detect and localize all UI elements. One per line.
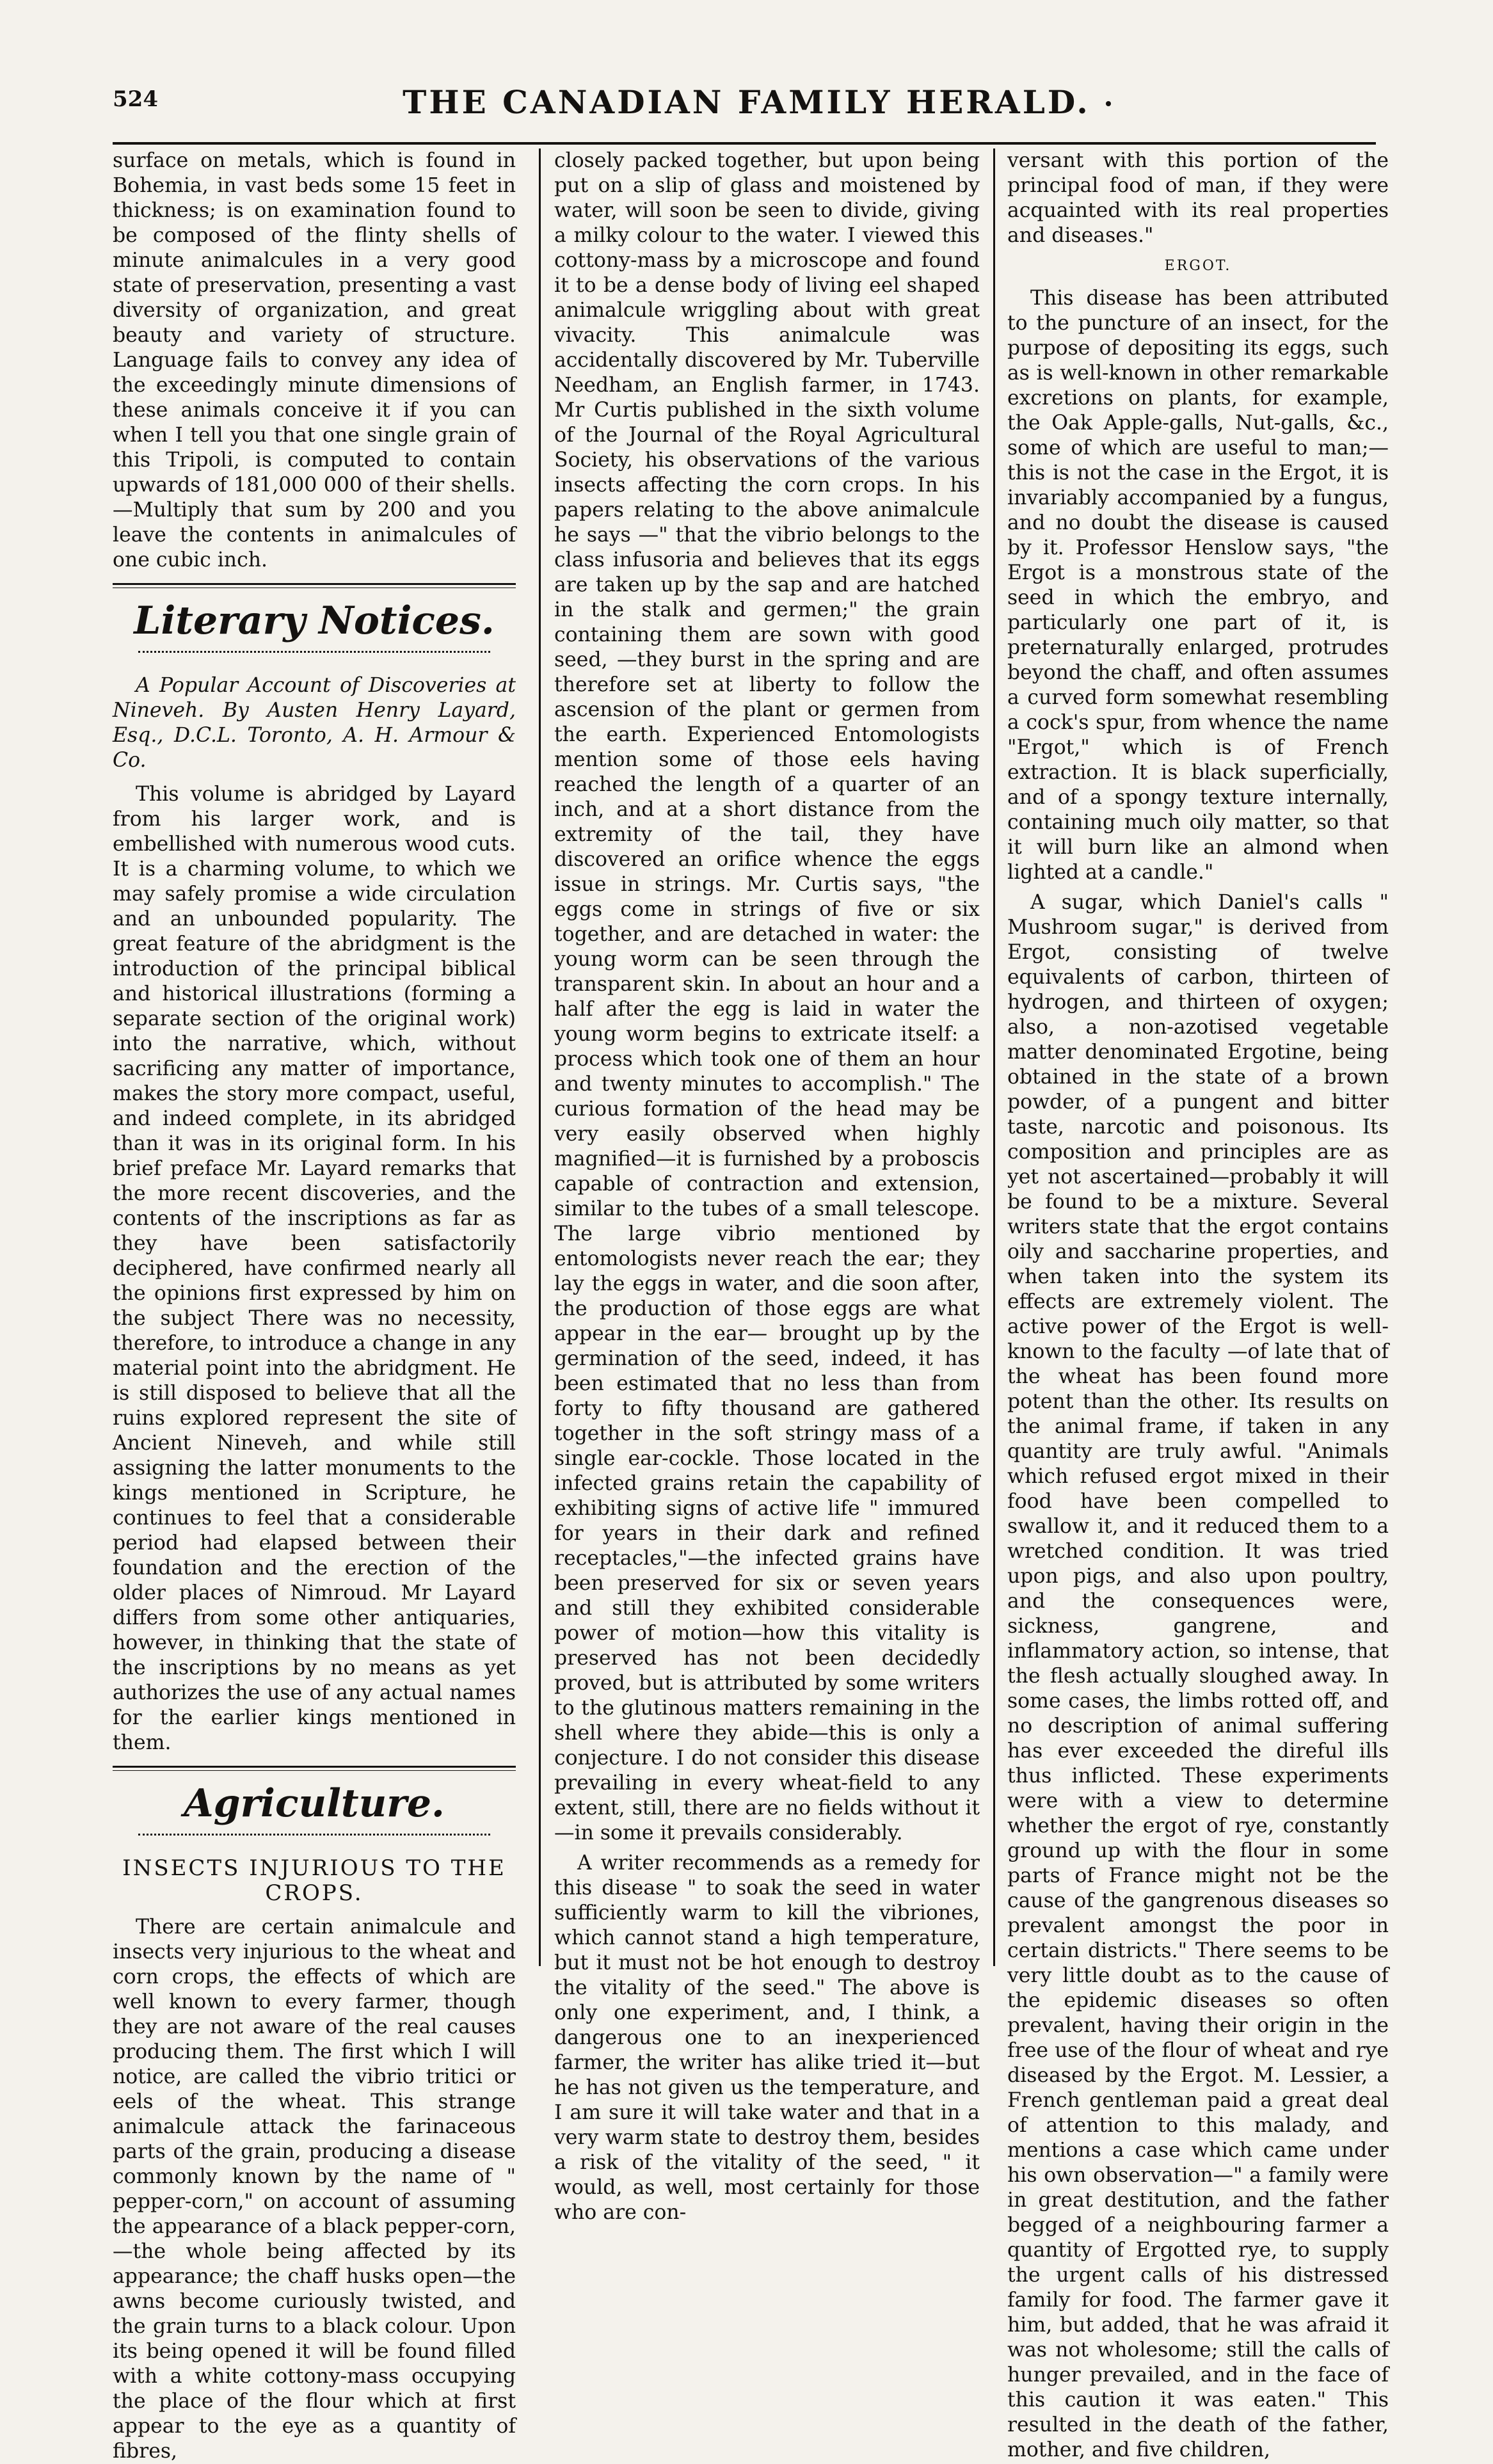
section-title-agriculture: Agriculture.: [184, 1781, 445, 1826]
ergot-heading: ERGOT.: [1164, 258, 1232, 274]
notice-title: A Popular Account of Discoveries at Nineveh. By Austen Henry Layard, Esq., D.C.L. Toronto, A. H. Armour & Co.: [113, 674, 516, 772]
section-divider: [113, 583, 516, 588]
paragraph-versant: versant with this portion of the principal food of man, if they were acquainted with its real properties and diseases.": [1007, 149, 1389, 247]
ornamental-rule: [138, 1834, 490, 1842]
article-title: INSECTS INJURIOUS TO THE CROPS.: [122, 1855, 506, 1906]
header-rule: [113, 142, 1376, 145]
masthead: THE CANADIAN FAMILY HERALD.: [403, 83, 1090, 121]
column-1: [113, 148, 516, 2463]
paragraph-remedy: A writer recommends as a remedy for this disease " to soak the seed in water sufficiently warm to kill the vibriones, which cannot stand a high temperature, but it must not be hot enough to destroy the vitality of the seed." The above is only one experiment, and, I think, a dangerous one to an inexperienced farmer, the writer has alike tried it—but he has not given us the temperature, and I am sure it will take water and that in a very warm state to destroy them, besides a risk of the vitality of the seed, " it would, as well, most certainly for those who are con-: [554, 1852, 980, 2224]
column-3: [1007, 148, 1389, 2461]
paragraph-cottony-mass: closely packed together, but upon being put on a slip of glass and moistened by water, will soon be seen to divide, giving a milky colour to the water. I viewed this cottony-mass by a microscope and found it to be a dense body of living eel shaped animalcule wriggling about with great vivacity. This animalcule was accidentally discovered by Mr. Tuberville Needham, an English farmer, in 1743. Mr Curtis published in the sixth volume of the Journal of the Royal Agricultural Society, his observations of the various insects affecting the corn crops. In his papers relating to the above animalcule he says —" that the vibrio belongs to the class infusoria and believes that its eggs are taken up by the sap and are hatched in the stalk and germen;" the grain containing them are sown with good seed, —they burst in the spring and are therefore set at liberty to follow the ascension of the plant or germen from the earth. Experienced Entomologists mention some of those eels having reached the length of a quarter of an inch, and at a short distance from the extremity of the tail, they have discovered an orifice whence the eggs issue in strings. Mr. Curtis says, "the eggs come in strings of five or six together, and are detached in water: the young worm can be seen through the transparent skin. In about an hour and a half after the egg is laid in water the young worm begins to extricate itself: a process which took one of them an hour and twenty minutes to accomplish." The curious formation of the head may be very easily observed when highly magnified—it is furnished by a proboscis capable of contraction and extension, similar to the tubes of a small telescope. The large vibrio mentioned by entomologists never reach the ear; they lay the eggs in water, and die soon after, the production of those eggs are what appear in the ear— brought up by the germination of the seed, indeed, it has been estimated that no less than from forty to fifty thousand are gathered together in the soft stringy mass of a single ear-cockle. Those located in the infected grains retain the capability of exhibiting signs of active life " immured for years in their dark and refined receptacles,"—the infected grains have been preserved for six or seven years and still they exhibited considerable power of motion—how this vitality is preserved has not been decidedly proved, but is attributed by some writers to the glutinous matters remaining in the shell where they abide—this is only a conjecture. I do not consider this disease prevailing in every wheat-field to any extent, still, there are no fields without it—in some it prevails considerably.: [554, 149, 980, 1844]
paragraph-layard-review: This volume is abridged by Layard from his larger work, and is embellished with numerous wood cuts. It is a charming volume, to which we may safely promise a wide circulation and an unbounded popularity. The great feature of the abridgment is the introduction of the principal biblical and historical illustrations (forming a separate section of the original work) into the narrative, which, without sacrificing any matter of importance, makes the story more compact, useful, and indeed complete, in its abridged than it was in its original form. In his brief preface Mr. Layard remarks that the more recent discoveries, and the contents of the inscriptions as far as they have been satisfactorily deciphered, have confirmed nearly all the opinions first expressed by him on the subject There was no necessity, therefore, to introduce a change in any material point into the abridgment. He is still disposed to believe that all the ruins explored represent the site of Ancient Nineveh, and while still assigning the latter monuments to the kings mentioned in Scripture, he continues to feel that a considerable period had elapsed between their foundation and the erection of the older places of Nimroud. Mr Layard differs from some other antiquaries, however, in thinking that the state of the inscriptions by no means as yet authorizes the use of any actual names for the earlier kings mentioned in them.: [113, 783, 516, 1754]
ornamental-rule: [138, 651, 490, 659]
section-title-literary-notices: Literary Notices.: [134, 598, 495, 643]
page-number: 524: [113, 86, 158, 112]
paragraph-tripoli: surface on metals, which is found in Bohemia, in vast beds some 15 feet in thickness; is on examination found to be composed of the flinty shells of minute animalcules in a very good state of preservation, presenting a vast diversity of organization, and great beauty and variety of structure. Language fails to convey any idea of the exceedingly minute dimensions of these animals conceive it if you can when I tell you that one single grain of this Tripoli, is computed to contain upwards of 181,000 000 of their shells.—Multiply that sum by 200 and you leave the contents in animalcules of one cubic inch.: [113, 149, 516, 572]
paragraph-mushroom-sugar: A sugar, which Daniel's calls " Mushroom sugar," is derived from Ergot, consisting of twelve equivalents of carbon, thirteen of hydrogen, and thirteen of oxygen; also, a non-azotised vegetable matter denominated Ergotine, being obtained in the state of a brown powder, of a pungent and bitter taste, narcotic and poisonous. Its composition and principles are as yet not ascertained—probably it will be found to be a mixture. Several writers state that the ergot contains oily and saccharine properties, and when taken into the system its effects are extremely violent. The active power of the Ergot is well-known to the faculty —of late that of the wheat has been found more potent than the other. Its results on the animal frame, if taken in any quantity are truly awful. "Animals which refused ergot mixed in their food have been compelled to swallow it, and it reduced them to a wretched condition. It was tried upon pigs, and also upon poultry, and the consequences were, sickness, gangrene, and inflammatory action, so intense, that the flesh actually sloughed away. In some cases, the limbs rotted off, and no description of animal suffering has ever exceeded the direful ills thus inflicted. These experiments were with a view to determine whether the ergot of rye, constantly ground up with the flour in some parts of France might not be the cause of the gangrenous diseases so prevalent amongst the poor in certain districts." There seems to be very little doubt as to the cause of the epidemic diseases so often prevalent, having their origin in the free use of the flour of wheat and rye diseased by the Ergot. M. Lessier, a French gentleman paid a great deal of attention to this malady, and mentions a case which came under his own observation—" a family were in great destitution, and the father begged of a neighbouring farmer a quantity of Ergotted rye, to supply the urgent calls of his distressed family for food. The farmer gave it him, but added, that he was afraid it was not wholesome; still the calls of hunger prevailed, and in the face of this caution it was eaten." This resulted in the death of the father, mother, and five children,: [1007, 891, 1389, 2461]
paragraph-ergot: This disease has been attributed to the puncture of an insect, for the purpose of depositing its eggs, such as is well-known in other remarkable excretions on plants, for example, the Oak Apple-galls, Nut-galls, &c., some of which are useful to man;—this is not the case in the Ergot, it is invariably accompanied by a fungus, and no doubt the disease is caused by it. Professor Henslow says, "the Ergot is a monstrous state of the seed in which the embryo, and particularly one part of it, is preternaturally enlarged, protrudes beyond the chaff, and often assumes a curved form somewhat resembling a cock's spur, from whence the name "Ergot," which is of French extraction. It is black superficially, and of a spongy texture internally, containing much oily matter, so that it will burn like an almond when lighted at a candle.": [1007, 287, 1389, 884]
ornament-dot: [1106, 101, 1111, 106]
paragraph-insects: There are certain animalcule and insects very injurious to the wheat and corn crops, the effects of which are well known to every farmer, though they are not aware of the real causes producing them. The first which I will notice, are called the vibrio tritici or eels of the wheat. This strange animalcule attack the farinaceous parts of the grain, producing a disease commonly known by the name of " pepper-corn," on account of assuming the appearance of a black pepper-corn,—the whole being affected by its appearance; the chaff husks open—the awns become curiously twisted, and the grain turns to a black colour. Upon its being opened it will be found filled with a white cottony-mass occupying the place of the flour which at first appear to the eye as a quantity of fibres,: [113, 1916, 516, 2463]
column-rule: [539, 148, 541, 1966]
column-2: [554, 148, 980, 2224]
column-rule: [993, 148, 995, 1966]
section-divider: [113, 1766, 516, 1771]
